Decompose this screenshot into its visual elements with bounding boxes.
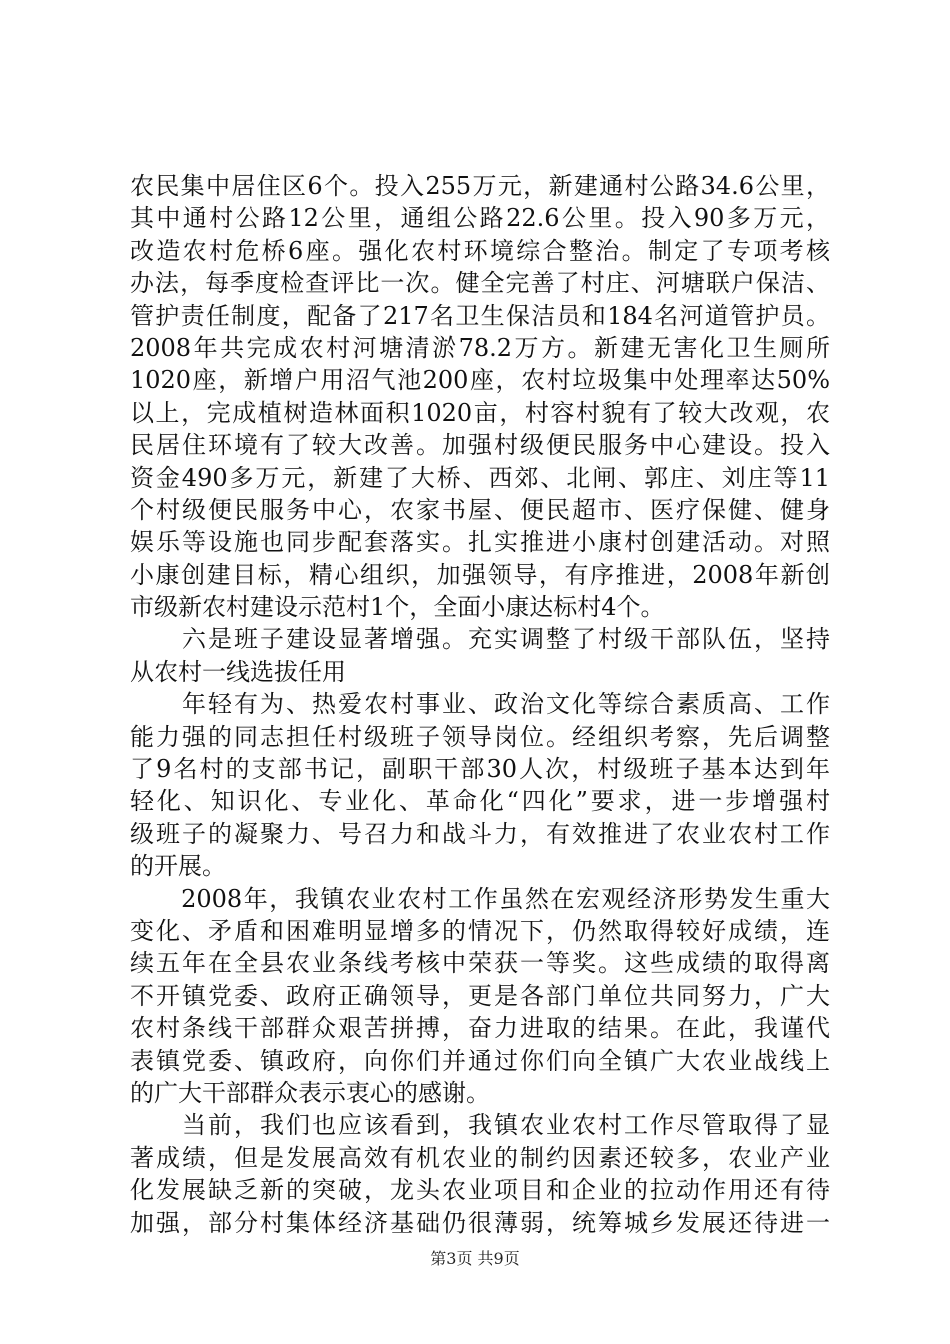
text-line: 2008年共完成农村河塘清淤78.2万方。新建无害化卫生厕所: [130, 333, 830, 362]
text-line: 级班子的凝聚力、号召力和战斗力，有效推进了农业农村工作: [130, 819, 830, 848]
text-line: 的开展。: [130, 852, 226, 881]
text-line: 年轻有为、热爱农村事业、政治文化等综合素质高、工作: [130, 690, 830, 719]
text-line: 续五年在全县农业条线考核中荣获一等奖。这些成绩的取得离: [130, 949, 830, 978]
text-line: 以上，完成植树造林面积1020亩，村容村貌有了较大改观，农: [130, 398, 830, 427]
text-line: 六是班子建设显著增强。充实调整了村级干部队伍，坚持: [130, 625, 830, 654]
text-line: 个村级便民服务中心，农家书屋、便民超市、医疗保健、健身: [130, 495, 830, 524]
text-line: 其中通村公路12公里，通组公路22.6公里。投入90多万元，: [130, 204, 830, 233]
text-line: 1020座，新增户用沼气池200座，农村垃圾集中处理率达50%: [130, 366, 830, 395]
text-line: 能力强的同志担任村级班子领导岗位。经组织考察，先后调整: [130, 722, 830, 751]
text-line: 的广大干部群众表示衷心的感谢。: [130, 1078, 490, 1107]
text-line: 农民集中居住区6个。投入255万元，新建通村公路34.6公里，: [130, 172, 830, 200]
text-line: 市级新农村建设示范村1个，全面小康达标村4个。: [130, 593, 665, 622]
text-line: 办法，每季度检查评比一次。健全完善了村庄、河塘联户保洁、: [130, 269, 830, 298]
text-line: 化发展缺乏新的突破，龙头农业项目和企业的拉动作用还有待: [130, 1176, 830, 1205]
text-line: 管护责任制度，配备了217名卫生保洁员和184名河道管护员。: [130, 301, 830, 330]
text-line: 表镇党委、镇政府，向你们并通过你们向全镇广大农业战线上: [130, 1046, 830, 1075]
text-line: 变化、矛盾和困难明显增多的情况下，仍然取得较好成绩，连: [130, 916, 830, 945]
text-line: 了9名村的支部书记，副职干部30人次，村级班子基本达到年: [130, 755, 830, 784]
text-line: 轻化、知识化、专业化、革命化“四化”要求，进一步增强村: [130, 787, 830, 816]
text-line: 娱乐等设施也同步配套落实。扎实推进小康村创建活动。对照: [130, 528, 830, 557]
text-line: 从农村一线选拔任用: [130, 657, 346, 686]
body-text: [130, 170, 830, 1239]
text-line: 2008年，我镇农业农村工作虽然在宏观经济形势发生重大: [130, 884, 830, 913]
text-line: 著成绩，但是发展高效有机农业的制约因素还较多，农业产业: [130, 1143, 830, 1172]
text-line: 民居住环境有了较大改善。加强村级便民服务中心建设。投入: [130, 431, 830, 460]
text-line: 资金490多万元，新建了大桥、西郊、北闸、郭庄、刘庄等11: [130, 463, 830, 492]
text-line: 当前，我们也应该看到，我镇农业农村工作尽管取得了显: [130, 1111, 830, 1140]
page-footer: 第3页 共9页: [430, 1249, 520, 1268]
text-line: 不开镇党委、政府正确领导，更是各部门单位共同努力，广大: [130, 981, 830, 1010]
text-line: 改造农村危桥6座。强化农村环境综合整治。制定了专项考核: [130, 236, 830, 265]
text-line: 加强，部分村集体经济基础仍很薄弱，统筹城乡发展还待进一: [130, 1208, 830, 1237]
text-line: 小康创建目标，精心组织，加强领导，有序推进，2008年新创: [130, 560, 830, 589]
text-line: 农村条线干部群众艰苦拼搏，奋力进取的结果。在此，我谨代: [130, 1014, 830, 1043]
